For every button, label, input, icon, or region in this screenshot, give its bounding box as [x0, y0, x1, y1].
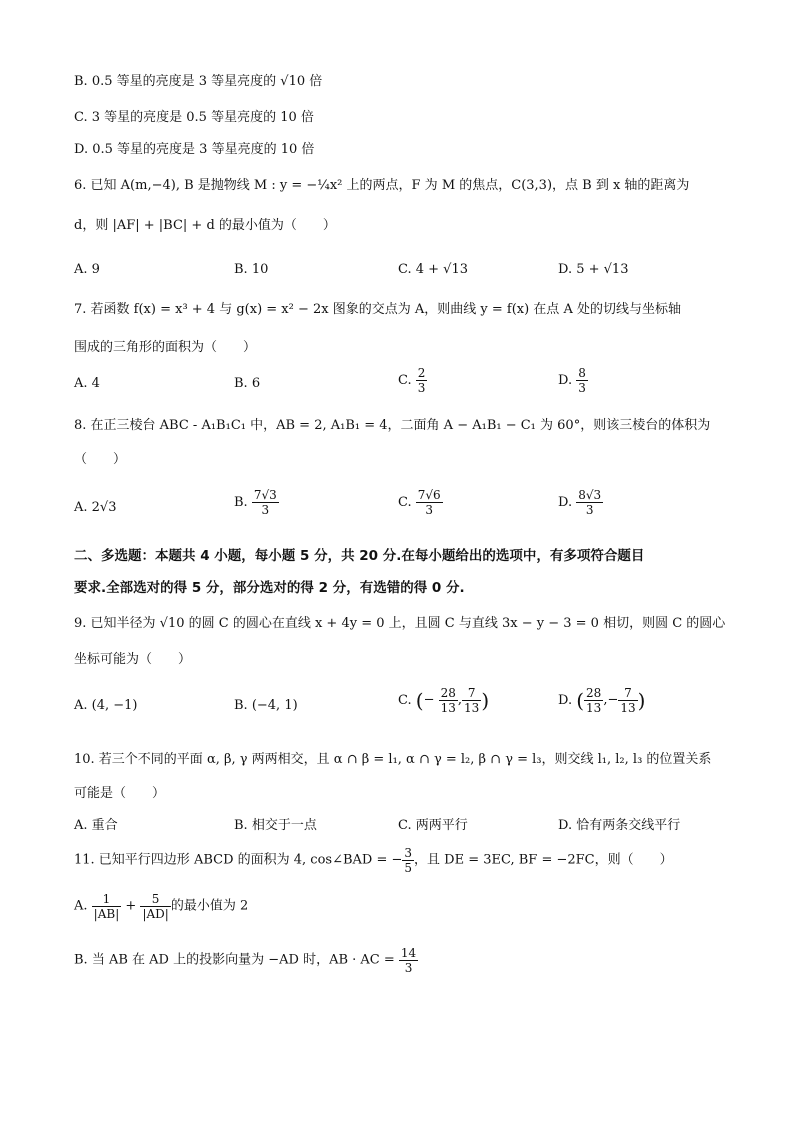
- q6-option-d: D. 5 + √13: [558, 262, 629, 277]
- denominator: 13: [440, 701, 456, 715]
- q8-option-c-label: C.: [398, 495, 412, 510]
- q8-option-a: A. 2√3: [74, 500, 117, 515]
- q7-option-d-label: D.: [558, 373, 573, 388]
- right-paren: ): [481, 688, 490, 713]
- q9-option-b: B. (−4, 1): [234, 698, 298, 713]
- q9-option-c: [398, 686, 489, 715]
- q8-option-b: [234, 488, 279, 517]
- q10-option-a: A. 重合: [74, 818, 118, 833]
- q11-stem-text: 11. 已知平行四边形 ABCD 的面积为 4, cos∠BAD = −: [74, 852, 403, 868]
- denominator: 13: [620, 701, 636, 715]
- q9-option-d-y-fraction: [618, 686, 637, 715]
- numerator: 28: [440, 686, 456, 700]
- denominator: 3: [261, 503, 270, 517]
- q7-option-d: [558, 366, 588, 395]
- q6-option-b: B. 10: [234, 262, 269, 277]
- q9-option-d-label: D.: [558, 693, 573, 708]
- numerator: 7√3: [253, 488, 277, 502]
- q8-option-d-label: D.: [558, 495, 573, 510]
- left-paren: (: [415, 688, 424, 713]
- q9-option-d: [558, 686, 645, 715]
- minus-sign: −: [423, 692, 435, 708]
- numerator: 7√6: [417, 488, 441, 502]
- q7-option-d-fraction: [576, 366, 588, 395]
- q6-option-a: A. 9: [74, 262, 100, 277]
- denominator: |AD|: [142, 907, 169, 921]
- section2-heading-line1: 二、多选题：本题共 4 小题，每小题 5 分，共 20 分.在每小题给出的选项中，有多项符合题目: [74, 548, 645, 564]
- numerator: 8: [578, 366, 586, 380]
- q8-option-b-label: B.: [234, 495, 248, 510]
- numerator: 14: [400, 946, 417, 960]
- q7-option-a: A. 4: [74, 376, 100, 391]
- q10-stem-line2: 可能是（ ）: [74, 786, 166, 801]
- q11-option-a-fraction-2: [140, 892, 170, 921]
- numerator: 8√3: [578, 488, 602, 502]
- denominator: 13: [586, 701, 602, 715]
- q9-stem-line1: 9. 已知半径为 √10 的圆 C 的圆心在直线 x + 4y = 0 上，且圆 C 与直线 3x − y − 3 = 0 相切，则圆 C 的圆心: [74, 616, 726, 631]
- q10-option-c: C. 两两平行: [398, 818, 468, 833]
- q5-option-b: B. 0.5 等星的亮度是 3 等星亮度的 √10 倍: [74, 74, 323, 89]
- q7-option-b: B. 6: [234, 376, 261, 391]
- q5-option-c: C. 3 等星的亮度是 0.5 等星亮度的 10 倍: [74, 110, 314, 125]
- q10-option-b: B. 相交于一点: [234, 818, 317, 833]
- q8-option-c-fraction: [416, 488, 443, 517]
- denominator: 3: [425, 503, 434, 517]
- numerator: 2: [417, 366, 426, 380]
- denominator: 3: [578, 381, 586, 395]
- numerator: 28: [586, 686, 602, 700]
- denominator: 5: [404, 861, 413, 875]
- q7-option-c-label: C.: [398, 373, 412, 388]
- q9-option-c-y-fraction: [462, 686, 481, 715]
- q8-option-b-fraction: [252, 488, 279, 517]
- denominator: 3: [585, 503, 594, 517]
- q11-stem-fraction: [402, 846, 414, 875]
- numerator: 3: [404, 846, 413, 860]
- q7-option-c-fraction: [416, 366, 428, 395]
- left-paren: (: [576, 688, 585, 713]
- denominator: 3: [404, 961, 413, 975]
- q11-option-a-text: 的最小值为 2: [170, 898, 249, 914]
- q11-option-a: [74, 892, 248, 921]
- denominator: 3: [417, 381, 426, 395]
- comma: ,−: [603, 692, 619, 708]
- q7-stem-line2: 围成的三角形的面积为（ ）: [74, 340, 257, 355]
- numerator: 7: [462, 686, 481, 701]
- q9-option-c-label: C.: [398, 693, 412, 708]
- q9-option-c-x-fraction: [439, 686, 458, 715]
- numerator: 5: [140, 892, 170, 907]
- q8-stem-line2: （ ）: [74, 452, 127, 467]
- comma: ,: [457, 692, 463, 708]
- q11-option-b-fraction: [399, 946, 418, 975]
- q11-stem-text-end: ，且 DE = 3EC, BF = −2FC，则（ ）: [414, 852, 673, 868]
- q9-option-a: A. (4, −1): [74, 698, 138, 713]
- q8-stem-line1: 8. 在正三棱台 ABC - A₁B₁C₁ 中，AB = 2, A₁B₁ = 4，二面角 A − A₁B₁ − C₁ 为 60°，则该三棱台的体积为: [74, 418, 711, 433]
- q7-option-c: [398, 366, 427, 395]
- q8-option-d-fraction: [576, 488, 603, 517]
- section2-heading-line2: 要求.全部选对的得 5 分，部分选对的得 2 分，有选错的得 0 分.: [74, 580, 465, 596]
- q6-stem-line2: d，则 |AF| + |BC| + d 的最小值为（ ）: [74, 218, 336, 233]
- right-paren: ): [637, 688, 646, 713]
- q8-option-c: [398, 488, 443, 517]
- q11-option-a-label: A.: [74, 898, 88, 914]
- q11-option-a-fraction-1: [92, 892, 122, 921]
- q6-stem-line1: 6. 已知 A(m,−4), B 是抛物线 M : y = −¼x² 上的两点，F 为 M 的焦点，C(3,3)，点 B 到 x 轴的距离为: [74, 178, 690, 193]
- q10-option-d: D. 恰有两条交线平行: [558, 818, 681, 833]
- denominator: |AB|: [93, 907, 120, 921]
- q11-stem: [74, 846, 673, 875]
- denominator: 13: [464, 701, 480, 715]
- q9-option-d-x-fraction: [584, 686, 603, 715]
- q6-option-c: C. 4 + √13: [398, 262, 469, 277]
- q8-option-d: [558, 488, 603, 517]
- numerator: 1: [92, 892, 122, 907]
- q10-stem-line1: 10. 若三个不同的平面 α, β, γ 两两相交，且 α ∩ β = l₁, α ∩ γ = l₂, β ∩ γ = l₃，则交线 l₁, l₂, l₃ 的位置关系: [74, 752, 712, 767]
- numerator: 7: [618, 686, 637, 701]
- q11-option-b: [74, 946, 418, 975]
- q7-stem-line1: 7. 若函数 f(x) = x³ + 4 与 g(x) = x² − 2x 图象的交点为 A，则曲线 y = f(x) 在点 A 处的切线与坐标轴: [74, 302, 681, 317]
- plus-sign: +: [125, 898, 137, 914]
- q5-option-d: D. 0.5 等星的亮度是 3 等星亮度的 10 倍: [74, 142, 315, 157]
- q11-option-b-text: B. 当 AB 在 AD 上的投影向量为 −AD 时，AB · AC =: [74, 952, 395, 968]
- q9-stem-line2: 坐标可能为（ ）: [74, 652, 192, 667]
